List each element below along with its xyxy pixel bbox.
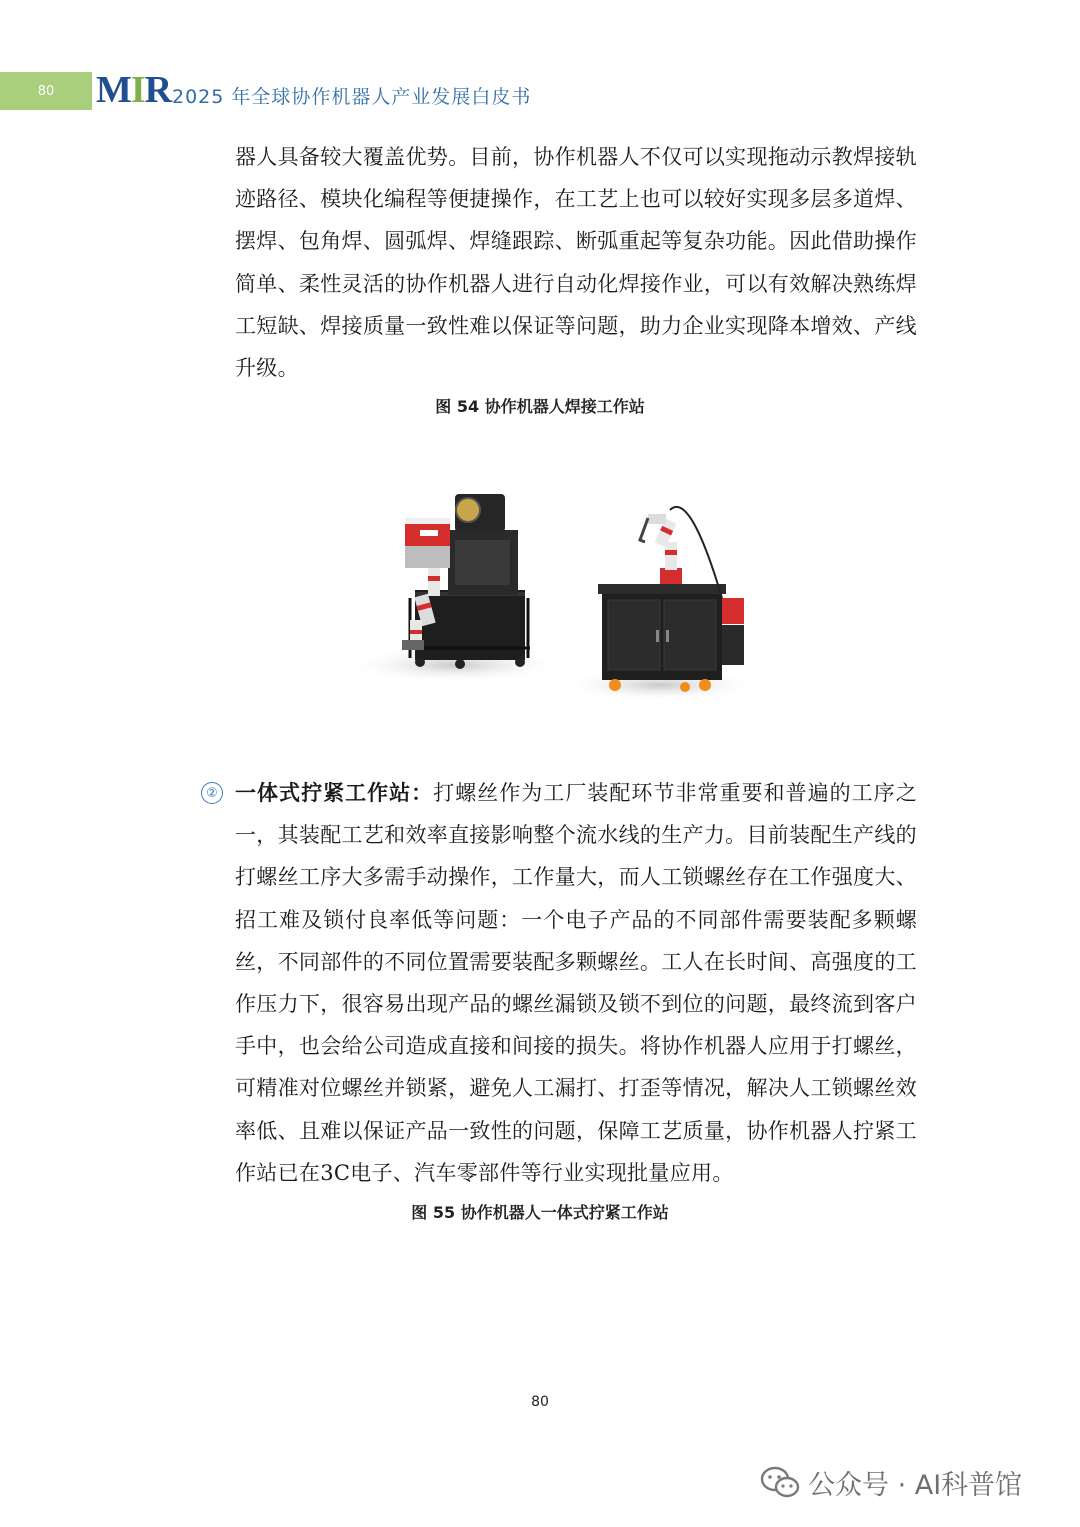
- watermark-text: 公众号 · AI科普馆: [808, 1469, 1023, 1501]
- item-number-badge: ②: [201, 782, 223, 804]
- body-paragraph: 器人具备较大覆盖优势。目前，协作机器人不仅可以实现拖动示教焊接轨迹路径、模块化编程等便捷操作，在工艺上也可以较好实现多层多道焊、摆焊、包角焊、圆弧焊、焊缝跟踪、断弧重起等复杂功能。因此借助操作简单、柔性灵活的协作机器人进行自动化焊接作业，可以有效解决熟练焊工短缺、焊接质量一致性难以保证等问题，助力企业实现降本增效、产线升级。: [235, 145, 917, 381]
- item-text: 打螺丝作为工厂装配环节非常重要和普遍的工序之一，其装配工艺和效率直接影响整个流水线的生产力。目前装配生产线的打螺丝工序大多需手动操作，工作量大，而人工锁螺丝存在工作强度大、招工难及锁付良率低等问题：一个电子产品的不同部件需要装配多颗螺丝，不同部件的不同位置需要装配多颗螺丝。工人在长时间、高强度的工作压力下，很容易出现产品的螺丝漏锁及锁不到位的问题，最终流到客户手中，也会给公司造成直接和间接的损失。将协作机器人应用于打螺丝，可精准对位螺丝并锁紧，避免人工漏打、打歪等情况，解决人工锁螺丝效率低、且难以保证产品一致性的问题，保障工艺质量，协作机器人拧紧工作站已在3C电子、汽车零部件等行业实现批量应用。: [235, 781, 917, 1185]
- figure-54-caption: 图 54 协作机器人焊接工作站: [435, 397, 645, 416]
- mir-logo: MIR: [96, 69, 172, 111]
- wechat-watermark: [760, 1462, 1022, 1502]
- footer-page-number: 80: [531, 1394, 549, 1410]
- page-number-tab: 80: [0, 72, 92, 110]
- body-paragraph-item2: [235, 772, 917, 1194]
- wechat-icon: [760, 1465, 800, 1499]
- document-title: 2025 年全球协作机器人产业发展白皮书: [172, 86, 532, 108]
- item-heading: 一体式拧紧工作站：: [235, 781, 434, 805]
- welding-workstation-image: [330, 480, 770, 710]
- figure-55-caption: 图 55 协作机器人一体式拧紧工作站: [411, 1203, 669, 1222]
